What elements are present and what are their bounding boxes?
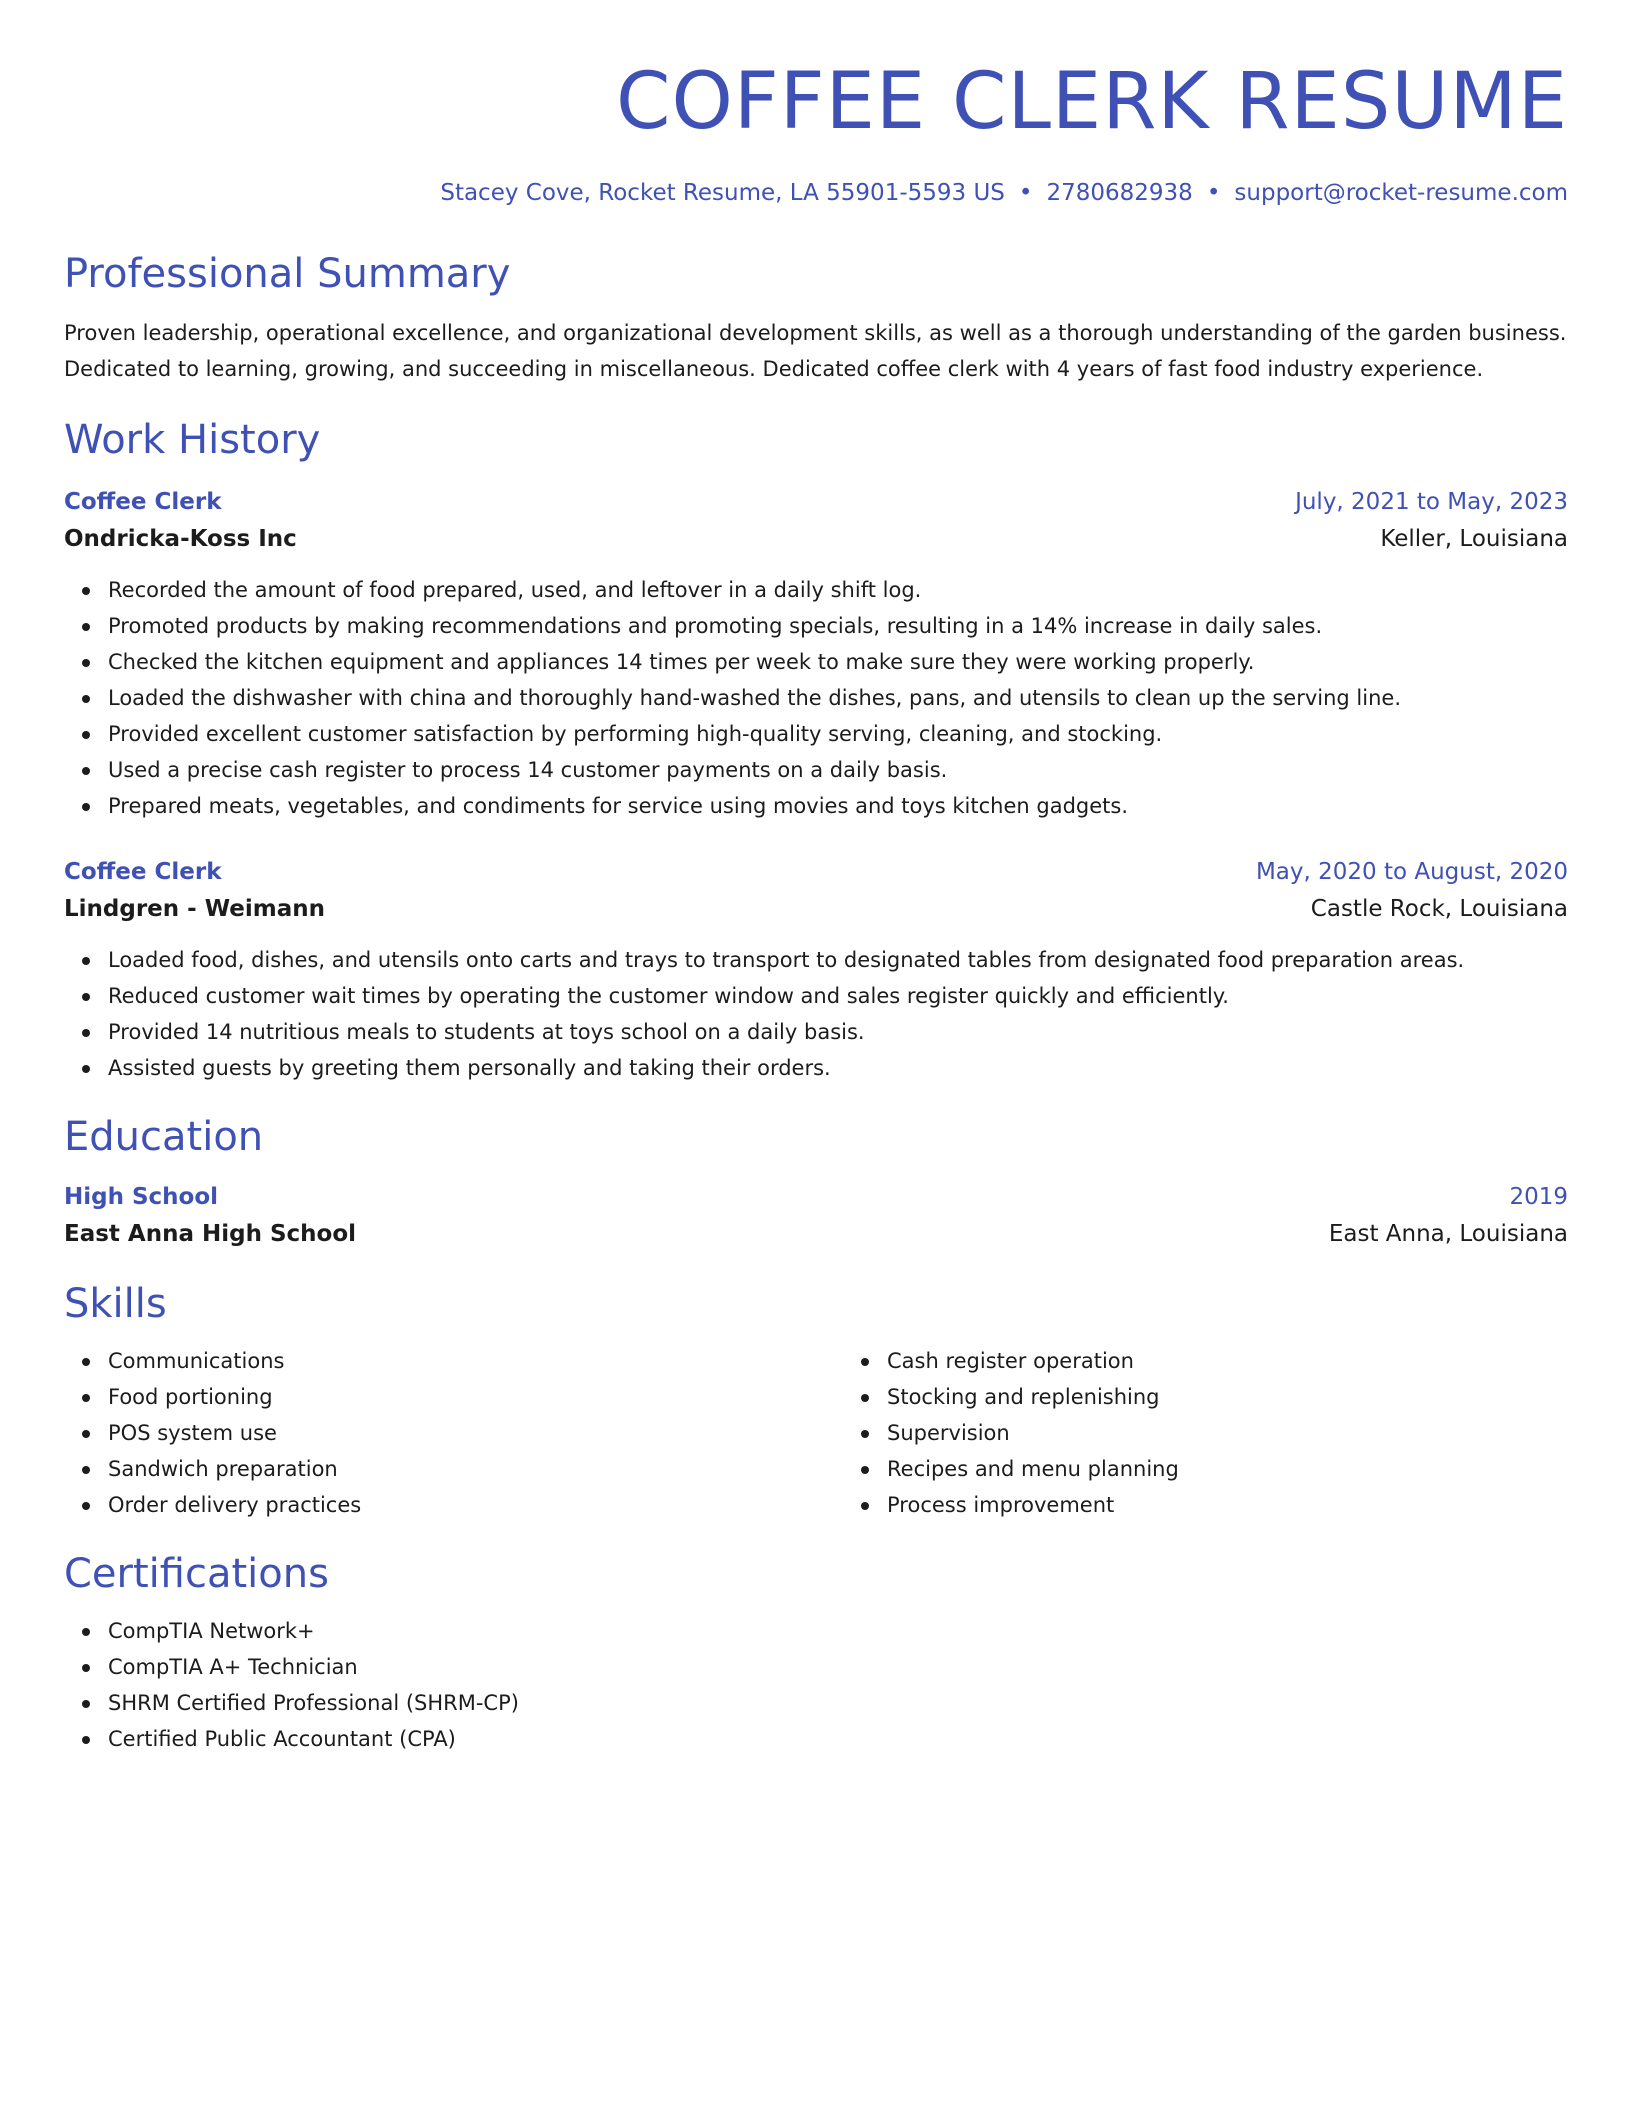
job-location: Keller, Louisiana	[1380, 526, 1568, 552]
job-company: Lindgren - Weimann	[64, 896, 325, 922]
job-bullet: Prepared meats, vegetables, and condiments for service using movies and toys kitchen gadgets.	[108, 788, 1568, 824]
skills-heading: Skills	[64, 1281, 167, 1327]
education-heading: Education	[64, 1114, 264, 1160]
skills-grid	[64, 1343, 1568, 1523]
skill-item: Food portioning	[108, 1379, 843, 1415]
education-school: East Anna High School	[64, 1221, 357, 1247]
education-location: East Anna, Louisiana	[1328, 1221, 1568, 1247]
job-bullet: Loaded the dishwasher with china and thoroughly hand-washed the dishes, pans, and utensils to clean up the serving line.	[108, 680, 1568, 716]
job-bullet: Reduced customer wait times by operating the customer window and sales register quickly and efficiently.	[108, 978, 1568, 1014]
certification-item: Certified Public Accountant (CPA)	[108, 1721, 1568, 1757]
job-dates: May, 2020 to August, 2020	[1255, 859, 1568, 885]
skills-list-right	[843, 1343, 1622, 1523]
contact-separator: •	[1018, 180, 1033, 206]
certifications-heading: Certifications	[64, 1551, 329, 1597]
skill-item: Cash register operation	[887, 1343, 1622, 1379]
skill-item: Stocking and replenishing	[887, 1379, 1622, 1415]
skill-item: Supervision	[887, 1415, 1622, 1451]
job-bullet: Promoted products by making recommendations and promoting specials, resulting in a 14% increase in daily sales.	[108, 608, 1568, 644]
education-degree: High School	[64, 1184, 219, 1210]
work-history-section	[64, 415, 1568, 1086]
job-bullet-list	[64, 572, 1568, 824]
job-bullet-list	[64, 942, 1568, 1086]
skill-item: Sandwich preparation	[108, 1451, 843, 1487]
certifications-list	[64, 1613, 1568, 1757]
skill-item: Process improvement	[887, 1487, 1622, 1523]
job-bullet: Provided 14 nutritious meals to students at toys school on a daily basis.	[108, 1014, 1568, 1050]
job-bullet: Checked the kitchen equipment and appliances 14 times per week to make sure they were working properly.	[108, 644, 1568, 680]
contact-email[interactable]: support@rocket-resume.com	[1234, 180, 1568, 206]
contact-phone: 2780682938	[1046, 180, 1193, 206]
skills-list-left	[64, 1343, 843, 1523]
certification-item: CompTIA A+ Technician	[108, 1649, 1568, 1685]
skills-section	[64, 1279, 1568, 1523]
job-bullet: Assisted guests by greeting them personally and taking their orders.	[108, 1050, 1568, 1086]
job-bullet: Provided excellent customer satisfaction by performing high-quality serving, cleaning, and stocking.	[108, 716, 1568, 752]
contact-address: Stacey Cove, Rocket Resume, LA 55901-5593 US	[440, 180, 1005, 206]
summary-section	[64, 249, 1568, 387]
skill-item: Communications	[108, 1343, 843, 1379]
certification-item: CompTIA Network+	[108, 1613, 1568, 1649]
job-company: Ondricka-Koss Inc	[64, 526, 297, 552]
education-section	[64, 1112, 1568, 1253]
job-bullet: Recorded the amount of food prepared, used, and leftover in a daily shift log.	[108, 572, 1568, 608]
job-role: Coffee Clerk	[64, 859, 222, 885]
job-dates: July, 2021 to May, 2023	[1295, 489, 1568, 515]
skill-item: Recipes and menu planning	[887, 1451, 1622, 1487]
summary-heading: Professional Summary	[64, 251, 511, 297]
job-entry	[64, 484, 1568, 824]
skill-item: POS system use	[108, 1415, 843, 1451]
contact-line	[64, 178, 1568, 208]
summary-text: Proven leadership, operational excellence, and organizational development skills, as well as a thorough understanding of the garden business. Dedicated to learning, growing, and succeeding in miscellaneous. Dedicated coffee clerk with 4 years of fast food industry experience.	[64, 321, 1567, 381]
job-bullet: Used a precise cash register to process 14 customer payments on a daily basis.	[108, 752, 1568, 788]
work-history-heading: Work History	[64, 417, 321, 463]
job-role: Coffee Clerk	[64, 489, 222, 515]
job-location: Castle Rock, Louisiana	[1310, 896, 1568, 922]
contact-separator: •	[1206, 180, 1221, 206]
job-entry	[64, 854, 1568, 1086]
job-bullet: Loaded food, dishes, and utensils onto carts and trays to transport to designated tables from designated food preparation areas.	[108, 942, 1568, 978]
resume-title: COFFEE CLERK RESUME	[616, 57, 1568, 147]
certification-item: SHRM Certified Professional (SHRM-CP)	[108, 1685, 1568, 1721]
education-year: 2019	[1509, 1184, 1568, 1210]
education-entry	[64, 1179, 1568, 1253]
certifications-section	[64, 1549, 1568, 1757]
skill-item: Order delivery practices	[108, 1487, 843, 1523]
